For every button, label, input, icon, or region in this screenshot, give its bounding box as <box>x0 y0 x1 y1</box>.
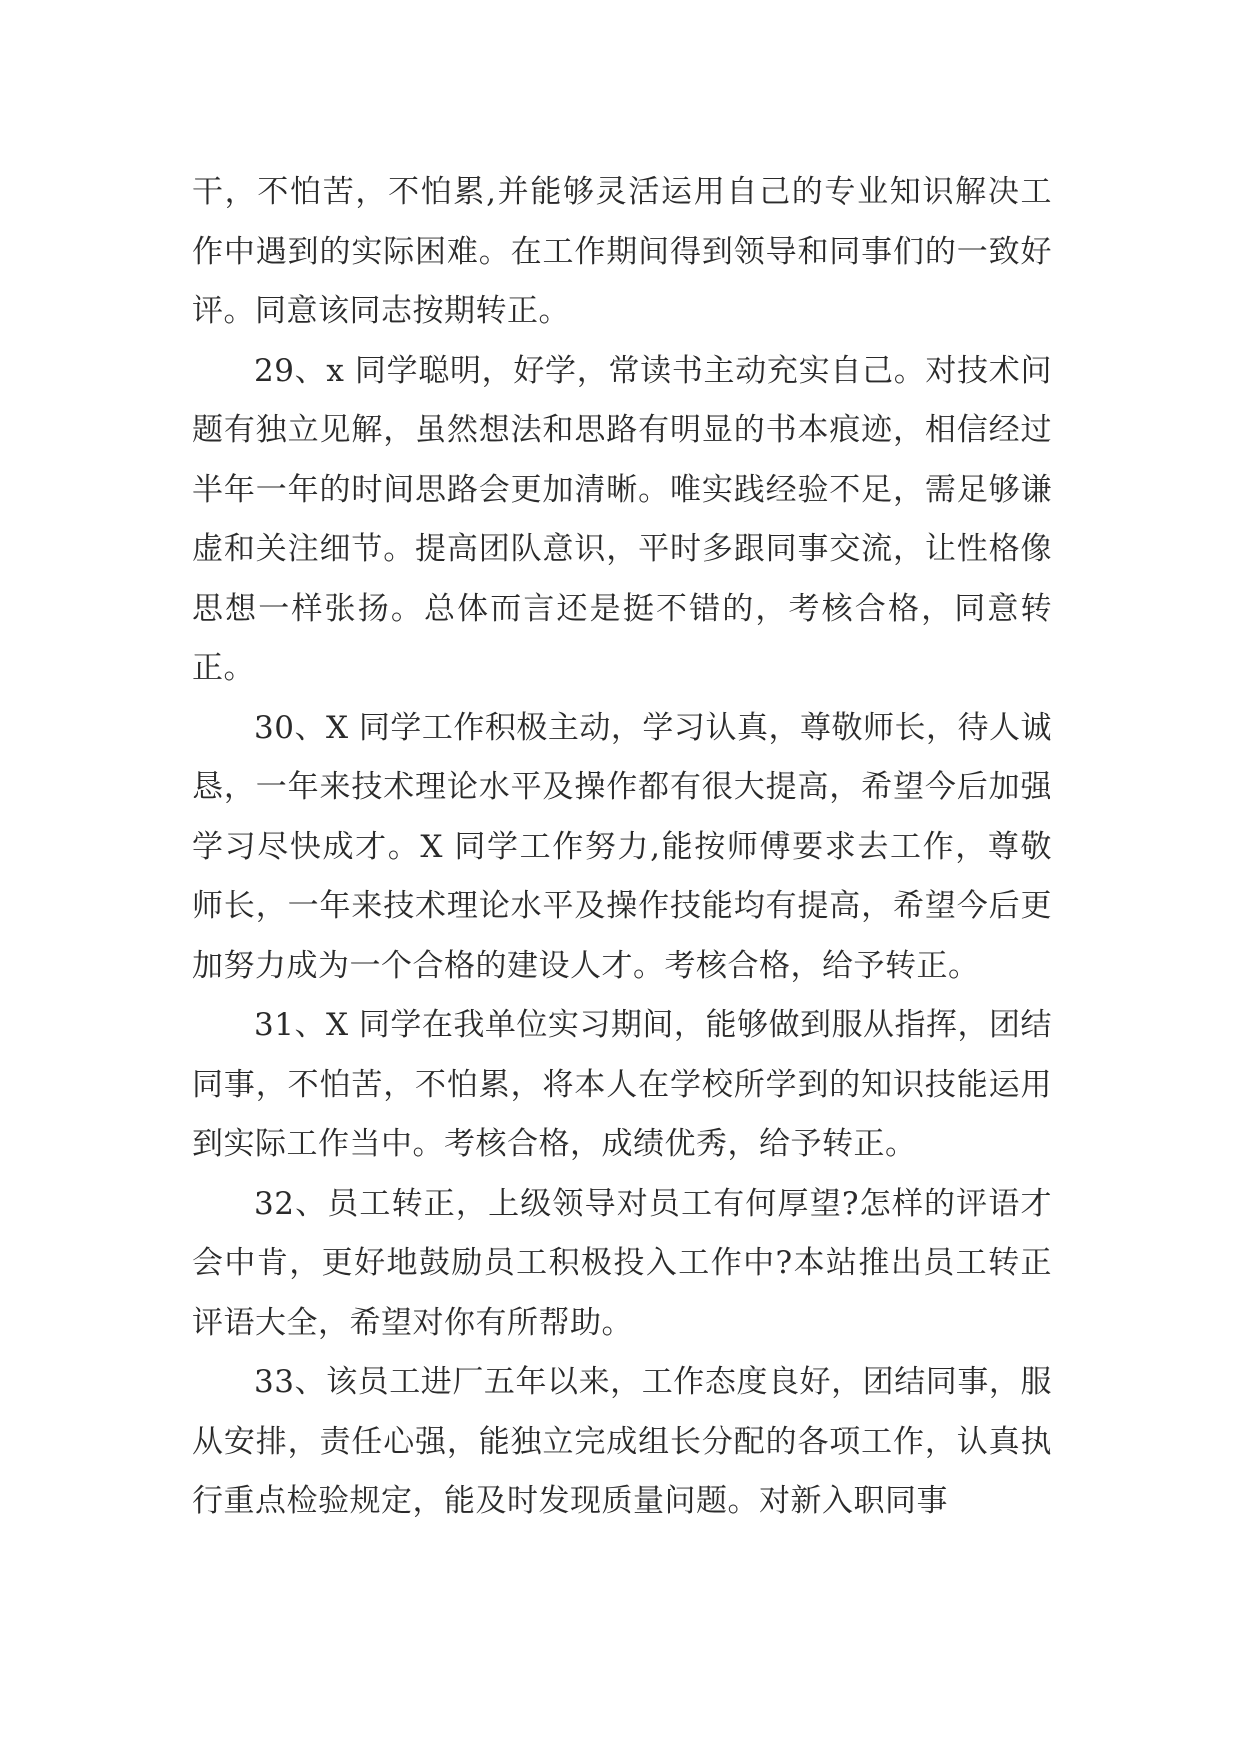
paragraph-item-31: 31、X 同学在我单位实习期间，能够做到服从指挥，团结同事，不怕苦，不怕累，将本人在学校所学到的知识技能运用到实际工作当中。考核合格，成绩优秀，给予转正。 <box>192 1007 1052 1162</box>
document-body <box>192 163 1052 1532</box>
paragraph-item-32: 32、员工转正，上级领导对员工有何厚望?怎样的评语才会中肯，更好地鼓励员工积极投入工作中?本站推出员工转正评语大全，希望对你有所帮助。 <box>192 1185 1052 1341</box>
paragraph-item-29: 29、x 同学聪明，好学，常读书主动充实自己。对技术问题有独立见解，虽然想法和思路有明显的书本痕迹，相信经过半年一年的时间思路会更加清晰。唯实践经验不足，需足够谦虚和关注细节。提高团队意识，平时多跟同事交流，让性格像思想一样张扬。总体而言还是挺不错的，考核合格，同意转正。 <box>192 352 1052 686</box>
paragraph-item-30: 30、X 同学工作积极主动，学习认真，尊敬师长，待人诚恳，一年来技术理论水平及操作都有很大提高，希望今后加强学习尽快成才。X 同学工作努力,能按师傅要求去工作，尊敬师长，一年来技术理论水平及操作技能均有提高，希望今后更加努力成为一个合格的建设人才。考核合格，给予转正。 <box>192 709 1052 984</box>
paragraph-continuation: 干，不怕苦，不怕累,并能够灵活运用自己的专业知识解决工作中遇到的实际困难。在工作期间得到领导和同事们的一致好评。同意该同志按期转正。 <box>192 174 1052 329</box>
paragraph-item-33: 33、该员工进厂五年以来，工作态度良好，团结同事，服从安排，责任心强，能独立完成组长分配的各项工作，认真执行重点检验规定，能及时发现质量问题。对新入职同事 <box>192 1364 1052 1519</box>
